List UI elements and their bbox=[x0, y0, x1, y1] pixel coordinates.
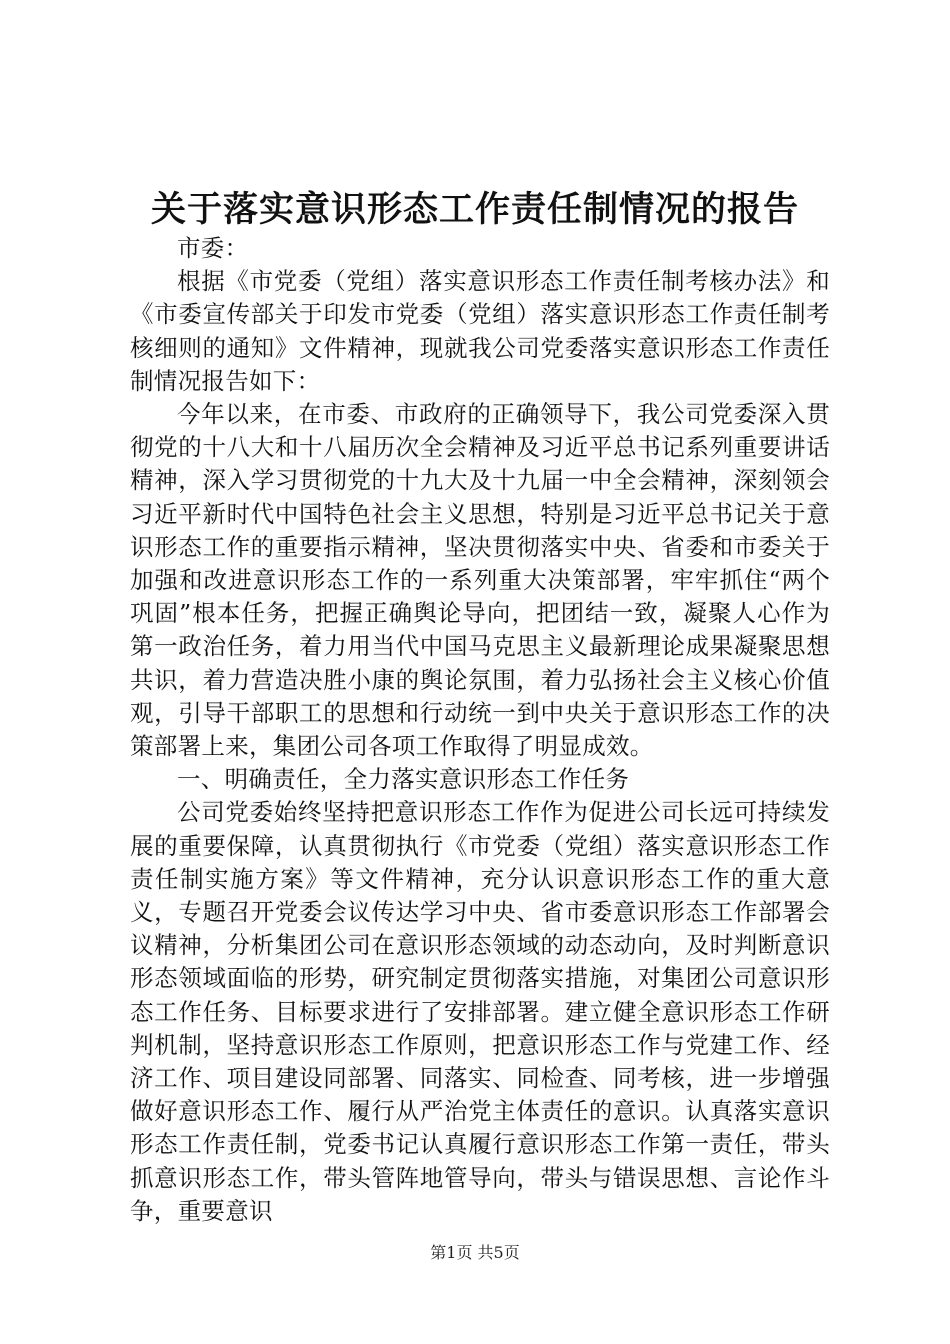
intro-paragraph: 根据《市党委（党组）落实意识形态工作责任制考核办法》和《市委宣传部关于印发市党委（党组）落实意识形态工作责任制考核细则的通知》文件精神，现就我公司党委落实意识形态工作责任制情况报告如下： bbox=[130, 267, 830, 395]
salutation: 市委： bbox=[177, 234, 249, 262]
section-paragraph: 公司党委始终坚持把意识形态工作作为促进公司长远可持续发展的重要保障，认真贯彻执行《市党委（党组）落实意识形态工作责任制实施方案》等文件精神，充分认识意识形态工作的重大意义，专题召开党委会议传达学习中央、省市委意识形态工作部署会议精神，分析集团公司在意识形态领域的动态动向，及时判断意识形态领域面临的形势，研究制定贯彻落实措施，对集团公司意识形态工作任务、目标要求进行了安排部署。建立健全意识形态工作研判机制，坚持意识形态工作原则，把意识形态工作与党建工作、经济工作、项目建设同部署、同落实、同检查、同考核，进一步增强做好意识形态工作、履行从严治党主体责任的意识。认真落实意识形态工作责任制，党委书记认真履行意识形态工作第一责任，带头抓意识形态工作，带头管阵地管导向，带头与错误思想、言论作斗争，重要意识 bbox=[130, 798, 830, 1225]
document-body bbox=[130, 232, 830, 1228]
section-heading: 一、明确责任，全力落实意识形态工作任务 bbox=[177, 765, 630, 794]
page-footer: 第1页 共5页 bbox=[430, 1243, 520, 1262]
document-title: 关于落实意识形态工作责任制情况的报告 bbox=[150, 189, 799, 230]
overview-paragraph: 今年以来，在市委、市政府的正确领导下，我公司党委深入贯彻党的十八大和十八届历次全会精神及习近平总书记系列重要讲话精神，深入学习贯彻党的十九大及十九届一中全会精神，深刻领会习近平新时代中国特色社会主义思想，特别是习近平总书记关于意识形态工作的重要指示精神，坚决贯彻落实中央、省委和市委关于加强和改进意识形态工作的一系列重大决策部署，牢牢抓住“两个巩固”根本任务，把握正确舆论导向，把团结一致，凝聚人心作为第一政治任务，着力用当代中国马克思主义最新理论成果凝聚思想共识，着力营造决胜小康的舆论氛围，着力弘扬社会主义核心价值观，引导干部职工的思想和行动统一到中央关于意识形态工作的决策部署上来，集团公司各项工作取得了明显成效。 bbox=[130, 400, 830, 761]
